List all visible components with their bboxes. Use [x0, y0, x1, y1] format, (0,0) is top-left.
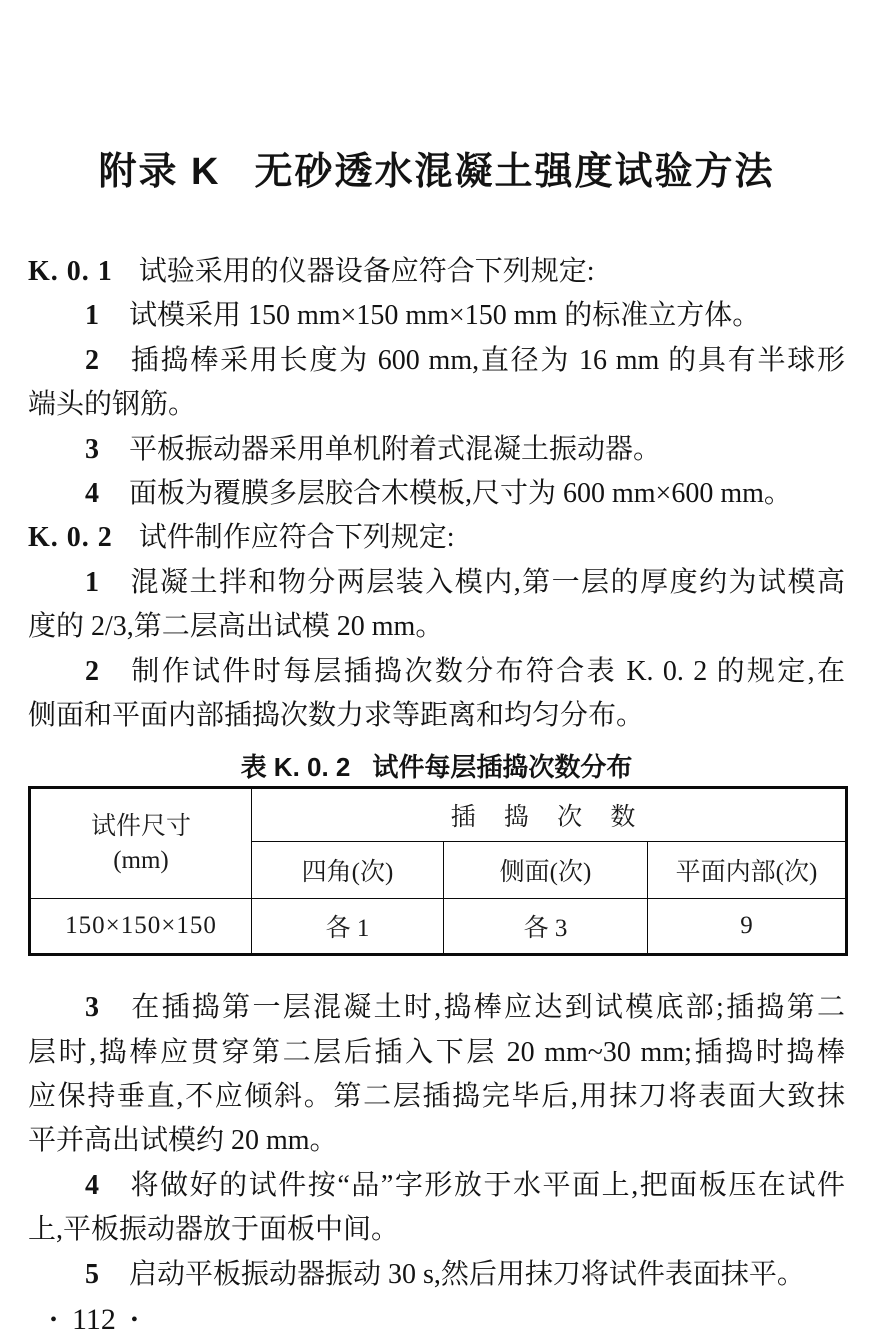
item-text: 插捣棒采用长度为 600 mm,直径为 16 mm 的具有半球形	[129, 344, 845, 376]
item-number: 1	[85, 300, 99, 332]
table-caption-text: 试件每层插捣次数分布	[372, 752, 633, 783]
appendix-title	[28, 148, 845, 196]
table-caption-label: 表 K. 0. 2	[240, 752, 351, 783]
header-specimen-size-unit: (mm)	[113, 846, 169, 874]
appendix-title-text: 无砂透水混凝土强度试验方法	[254, 151, 775, 193]
cell-specimen-size: 150×150×150	[30, 899, 252, 955]
line-text: 侧面和平面内部插捣次数力求等距离和均匀分布。	[28, 699, 645, 731]
cell-sides: 各 3	[444, 899, 648, 955]
item-number: 2	[85, 655, 99, 687]
list-item	[28, 1164, 845, 1208]
clause-number: K. 0. 1	[28, 256, 113, 287]
line-text: 端头的钢筋。	[28, 389, 197, 421]
item-number: 3	[85, 433, 99, 465]
clause-k02	[28, 516, 845, 560]
header-specimen-size	[30, 788, 252, 899]
clause-k01	[28, 250, 845, 294]
header-specimen-size-line1: 试件尺寸	[90, 812, 191, 840]
table-caption	[28, 751, 845, 783]
clause-text: 试件制作应符合下列规定:	[138, 522, 455, 554]
cell-corners: 各 1	[252, 899, 444, 955]
item-number: 4	[85, 477, 99, 509]
continuation-line	[28, 694, 845, 738]
continuation-line	[28, 1075, 845, 1119]
continuation-line	[28, 1031, 845, 1075]
table-row	[30, 899, 847, 955]
clause-number: K. 0. 2	[28, 522, 113, 554]
table-header-row-group	[30, 788, 847, 842]
item-number: 4	[85, 1169, 99, 1201]
line-text: 层时,捣棒应贯穿第二层后插入下层 20 mm~30 mm;插捣时捣棒	[28, 1036, 845, 1068]
continuation-line	[28, 1119, 845, 1163]
appendix-label: 附录 K	[98, 151, 221, 193]
item-text: 面板为覆膜多层胶合木模板,尺寸为 600 mm×600 mm。	[129, 477, 792, 509]
list-item	[28, 428, 845, 472]
page-number: 112	[72, 1303, 116, 1337]
item-text: 混凝土拌和物分两层装入模内,第一层的厚度约为试模高	[129, 566, 845, 598]
line-text: 上,平板振动器放于面板中间。	[28, 1214, 400, 1246]
item-number: 3	[85, 992, 99, 1024]
item-number: 1	[85, 566, 99, 598]
footer-dot-icon: •	[130, 1309, 138, 1332]
continuation-line	[28, 605, 845, 649]
item-text: 试模采用 150 mm×150 mm×150 mm 的标准立方体。	[129, 300, 761, 332]
footer-dot-icon: •	[50, 1309, 58, 1332]
line-text: 平并高出试模约 20 mm。	[28, 1125, 338, 1157]
header-sides: 侧面(次)	[444, 842, 648, 899]
list-item	[28, 339, 845, 383]
item-number: 5	[85, 1258, 99, 1290]
item-text: 启动平板振动器振动 30 s,然后用抹刀将试件表面抹平。	[129, 1258, 805, 1290]
item-text: 制作试件时每层插捣次数分布符合表 K. 0. 2 的规定,在	[129, 655, 845, 687]
item-text: 在插捣第一层混凝土时,捣棒应达到试模底部;插捣第二	[129, 992, 845, 1024]
continuation-line	[28, 1208, 845, 1252]
list-item	[28, 650, 845, 694]
clause-text: 试验采用的仪器设备应符合下列规定:	[138, 256, 595, 287]
continuation-line	[28, 383, 845, 427]
header-tamping-times: 插 捣 次 数	[252, 788, 847, 842]
cell-plane-interior: 9	[648, 899, 847, 955]
list-item	[28, 294, 845, 338]
tamping-times-table	[28, 786, 848, 956]
item-text: 平板振动器采用单机附着式混凝土振动器。	[129, 433, 662, 465]
page-footer	[28, 1299, 845, 1341]
line-text: 应保持垂直,不应倾斜。第二层插捣完毕后,用抹刀将表面大致抹	[28, 1081, 845, 1113]
list-item	[28, 1253, 845, 1297]
body-text	[28, 250, 845, 1297]
line-text: 度的 2/3,第二层高出试模 20 mm。	[28, 611, 444, 643]
item-number: 2	[85, 344, 99, 376]
item-text: 将做好的试件按“品”字形放于水平面上,把面板压在试件	[129, 1169, 845, 1201]
list-item	[28, 472, 845, 516]
list-item	[28, 561, 845, 605]
header-plane-interior: 平面内部(次)	[648, 842, 847, 899]
list-item	[28, 986, 845, 1030]
header-corners: 四角(次)	[252, 842, 444, 899]
